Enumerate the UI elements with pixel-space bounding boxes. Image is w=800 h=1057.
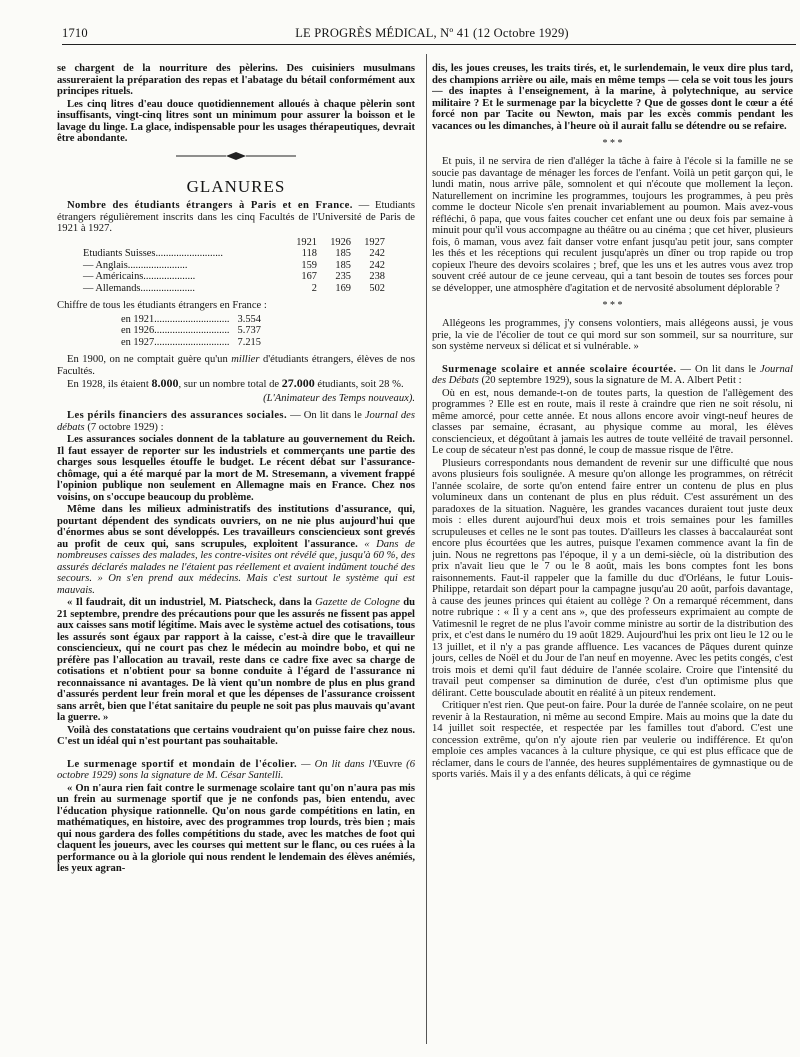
- paragraph: Allégeons les programmes, j'y consens volontiers, mais allégeons aussi, je vous prie, la vie de l'écolier de tout ce qui mord sur son sommeil, sur sa nourriture, sur son système nerveux si délicat et si vulnérable. »: [432, 318, 793, 352]
- table-row: — Anglais....................... 159 185 242: [83, 259, 385, 271]
- header-rule: [62, 44, 796, 45]
- article-title: Nombre des étudiants étrangers à Paris et en France.: [67, 200, 353, 211]
- source-citation: (L'Animateur des Temps nouveaux).: [263, 392, 415, 404]
- article-intro: Surmenage scolaire et année scolaire écourtée. — On lit dans le Journal des Débats (20 septembre 1929), sous la signature de M. A. Albert Petit :: [432, 363, 793, 386]
- table-row: en 1921............................. 3.554: [121, 313, 261, 325]
- year-header: 1927: [364, 236, 385, 248]
- ornament-divider: [57, 151, 415, 175]
- table-row: en 1926............................. 5.737: [121, 325, 261, 336]
- left-column: [57, 63, 415, 1048]
- paragraph: se chargent de la nourriture des pèlerins. Des cuisiniers musulmans assureraient la préparation des repas et l'abatage du bétail conformément aux principes rituels.: [57, 63, 415, 97]
- paragraph: Les assurances sociales donnent de la tablature au gouvernement du Reich. Il faut essayer de reporter sur les industriels et commerçants une partie des charges sous lesquelles étouffe le budget. Le récent débat sur l'assurance-chômage, qui a été marqué par la mort de M. Stresemann, a vivement frappé l'opinion publique non seulement en Allemagne mais en France. Chez nos voisins, on s'occupe beaucoup du problème.: [57, 434, 415, 503]
- article-intro: [57, 200, 415, 235]
- paragraph: Chiffre de tous les étudiants étrangers en France :: [57, 300, 267, 311]
- paragraph: En 1928, ils étaient 8.000, sur un nombre total de 27.000 étudiants, soit 28 %.: [67, 376, 404, 390]
- table-row: — Allemands..................... 2 169 502: [83, 282, 385, 294]
- table-row: Etudiants Suisses.......................... 118 185 242: [83, 248, 385, 259]
- paragraph: Les cinq litres d'eau douce quotidiennement alloués à chaque pèlerin sont insuffisants, vingt-cinq litres sont un minimum pour assurer la boisson et le lavage du linge. La glace, indispensable pour les usages thérapeutiques, devrait être abondante.: [57, 98, 415, 144]
- year-header: 1926: [330, 236, 351, 248]
- students-table: [79, 237, 389, 295]
- right-column: [432, 63, 793, 1048]
- article-title: Les périls financiers des assurances sociales.: [67, 410, 287, 421]
- paragraph: Même dans les milieux administratifs des institutions d'assurance, qui, pourtant dépendent des syndicats ouvriers, on ne nie plus aujourd'hui que d'énormes abus se sont développés. Les travailleurs consciencieux sont grevés au profit de ceux qui, sans scrupules, exploitent l'assurance. « Dans de nombreuses caisses des malades, les contre-visites ont révélé que, jusqu'à 60 %, des assurés déclarés malades ne l'étaient pas réellement et avaient indûment touché des secours. » On s'en prend aux médecins. Mais c'est surtout le système qui est mauvais.: [57, 504, 415, 596]
- year-header: 1921: [296, 236, 317, 248]
- paragraph: Critiquer n'est rien. Que peut-on faire. Pour la durée de l'année scolaire, on ne peut revenir à la Restauration, ni même au second Empire. Mais au moins que la date du 14 juillet soit respectée, et respectée par les familles tout d'abord. C'est une concession extrême, qu'on n'y ajoute rien par veulerie ou indifférence. Et qu'on emploie ces amples vacances à la culture physique, ce qui est plus efficace que de réclamer, dans le cours de l'année, des heures supplémentaires de gymnastique ou de sports variés. Mais il y a des enfants délicats, à qui ce régime: [432, 700, 793, 780]
- ornament-icon: [176, 151, 296, 161]
- article-intro-text: — Etudiants étrangers régulièrement inscrits dans les cinq Facultés de l'Université de Paris de 1921 à 1927.: [57, 200, 415, 234]
- page-number: 1710: [62, 26, 88, 40]
- table-header-row: [79, 237, 389, 249]
- journal-title: LE PROGRÈS MÉDICAL, Nº 41 (12 Octobre 1929): [295, 26, 569, 40]
- section-heading: GLANURES: [186, 176, 286, 196]
- table-row: en 1927............................. 7.215: [121, 336, 261, 348]
- section-stars: * * *: [602, 300, 623, 311]
- paragraph: Et puis, il ne servira de rien d'alléger la tâche à faire à l'école si la famille ne se soucie pas davantage de ménager les forces de l'enfant. Voilà un petit garçon qui, le lundi matin, nous arrive pâle, somnolent et qui n'écoute que mollement la leçon. Naturellement on incrimine les programmes, toujours les programmes, à peu près comme le docteur Nicole s'en prenait invariablement au poumon. Mais avez-vous réfléchi, ô papa, que vous faites coucher cet enfant une ou deux fois par semaine à minuit pour qu'il vous accompagne au théâtre ou au cinéma ; que cet hiver, plusieurs fois, ô maman, vous avez fait danser votre enfant jusqu'au petit jour, sans compter les thés et les réceptions qui reculent jusqu'après un dîner ou trop rapide ou trop copieux l'heure des devoirs scolaires ; bref, que les uns et les autres vous avez trop souvent créé autour de ce jeune cerveau, qui a tant besoin de toutes ses forces pour se développer, une atmosphère d'agitation et de nervosité absolument déplorable ?: [432, 156, 793, 294]
- article-intro: Le surmenage sportif et mondain de l'écolier. — On lit dans l'Œuvre (6 octobre 1929) sons la signature de M. César Santelli.: [57, 758, 415, 781]
- paragraph: Voilà des constatations que certains voudraient qu'on puisse faire chez nous. C'est un idéal qui n'est pourtant pas souhaitable.: [57, 724, 415, 747]
- paragraph: Où en est, nous demande-t-on de toutes parts, la question de l'allègement des programmes ? Elle est en route, mais il reste à craindre que rien ne soit résolu, ni même amorcé, pour cette année. Et nous allons encore avoir vingt-neuf heures de classes par semaine, écrasant, au physique comme au moral, les élèves consciencieux, et dégoûtant à jamais les autres de toute velléité de travail personnel. Le coup de sécateur n'est pas donné, le coup de massue risque de l'être.: [432, 387, 793, 456]
- paragraph: « On n'aura rien fait contre le surmenage scolaire tant qu'on n'aura pas mis un frein au surmenage sportif que je ne confonds pas, bien entendu, avec l'éducation physique rationnelle. Qu'on nous garde compétitions en latin, en mathématiques, en histoire, avec des programmes trop lourds, très bien ; mais qui nous gardera des folles compétitions du stade, avec les matches de foot qui claquent les joueurs, avec les courses qui mettent sur le flanc, ou ces ruées à la performance ou à la gloriole qui nous rendent le lendemain des élèves anémiés, les yeux agran-: [57, 782, 415, 874]
- paragraph: Plusieurs correspondants nous demandent de revenir sur une difficulté que nous avons plusieurs fois soulignée. A mesure qu'on allonge les programmes, on rétrécit l'année scolaire, de sorte qu'on entend faire entrer un contenu de plus en plus volumineux dans un contenant de plus en plus réduit. C'est assurément un des paradoxes de la situation. Naguère, les grandes vacances duraient tout juste deux mois : elles durent aujourd'hui deux mois et trois semaines pour les familles scrupuleuses et celles ne le sont pas toutes. D'ailleurs les classes à baccalauréat sont encore plus écourtées que les autres, puisque l'examen commence avant la fin de juin. Nous ne regrettons pas l'époque, il y a un demi-siècle, où la distribution des prix n'avait lieu que le 7 ou le 8 août, mais les bons comptes font les bons raisonnements. Faut-il rappeler que la famille du duc d'Orléans, le futur Louis-Philippe, retardait son départ pour la campagne jusqu'au 20 août, parfois davantage, à cause des jeunes princes qui étaient au collège ? On a remarqué récemment, dans notre rubrique : « Il y a cent ans », que des professeurs exprimaient au compte de Vatimesnil le regret de ne plus l'avoir comme ministre au sortir de la distribution des prix, et c'est dans le numéro du 19 août 1829. Aujourd'hui les prix ont lieu le 12 ou le 13 juillet, et il n'y a pas grande affluence. Les vacances de Pâques durent quinze jours, celles de Noël et du Jour de l'an neuf en moyenne. Avec les petits congés, c'est trois mois et demi qu'il faut déduire de l'année scolaire. Croire que l'intensité du travail peut compenser sa diminution de durée, c'est d'un optimisme plus que délirant. Cette bousculade aboutit en réalité à un piteux rendement.: [432, 457, 793, 699]
- column-divider: [426, 54, 427, 1044]
- totals-table: [117, 314, 265, 349]
- article-intro: Les périls financiers des assurances sociales. — On lit dans le Journal des débats (7 octobre 1929) :: [57, 410, 415, 433]
- paragraph: « Il faudrait, dit un industriel, M. Piatscheck, dans la Gazette de Cologne du 21 septembre, prendre des précautions pour que les assurés ne fissent pas appel aux caisses sans motif légitime. Mais avec le système actuel des cotisations, tous les assurés sont égaux par rapport à la caisse, c'est-à dire que le travailleur consciencieux, qui ne court pas chez le médecin au moindre bobo, et qui ne préfère pas l'allocation au travail, reste dans ce cadre fixe avec sa charge de cotisations et n'obtient pour sa bonne conduite à l'égard de l'assurance ni reconnaissance ni avantages. De là vient qu'un nombre de plus en plus grand d'assurés perdent leur frein moral et que les dépenses de l'assurance croissent sans arrêt, bien que l'état sanitaire du peuple ne soit pas plus mauvais qu'avant la guerre. »: [57, 597, 415, 723]
- article-title: Le surmenage sportif et mondain de l'écolier.: [67, 758, 298, 770]
- page-header: [62, 26, 800, 44]
- article-title: Surmenage scolaire et année scolaire écourtée.: [442, 363, 677, 375]
- paragraph: dis, les joues creuses, les traits tirés, et, le surlendemain, le veux dire plus tard, des champions arrière ou aile, mais en même temps — cela se voit tous les jours — des inaptes à l'enseignement, à la marine, à polytechnique, au service militaire ? Et le surmenage par la bicyclette ? Que de gosses dont le cœur a été forcé non par Tacite ou Newton, mais par les excès commis pendant les vacances ou les dimanches, à l'heure où il aurait fallu se détendre ou se refaire.: [432, 63, 793, 132]
- table-row: — Américains.................... 167 235 238: [83, 271, 385, 282]
- section-stars: * * *: [602, 138, 623, 149]
- paragraph: En 1900, on ne comptait guère qu'un millier d'étudiants étrangers, élèves de nos Facultés.: [57, 354, 415, 377]
